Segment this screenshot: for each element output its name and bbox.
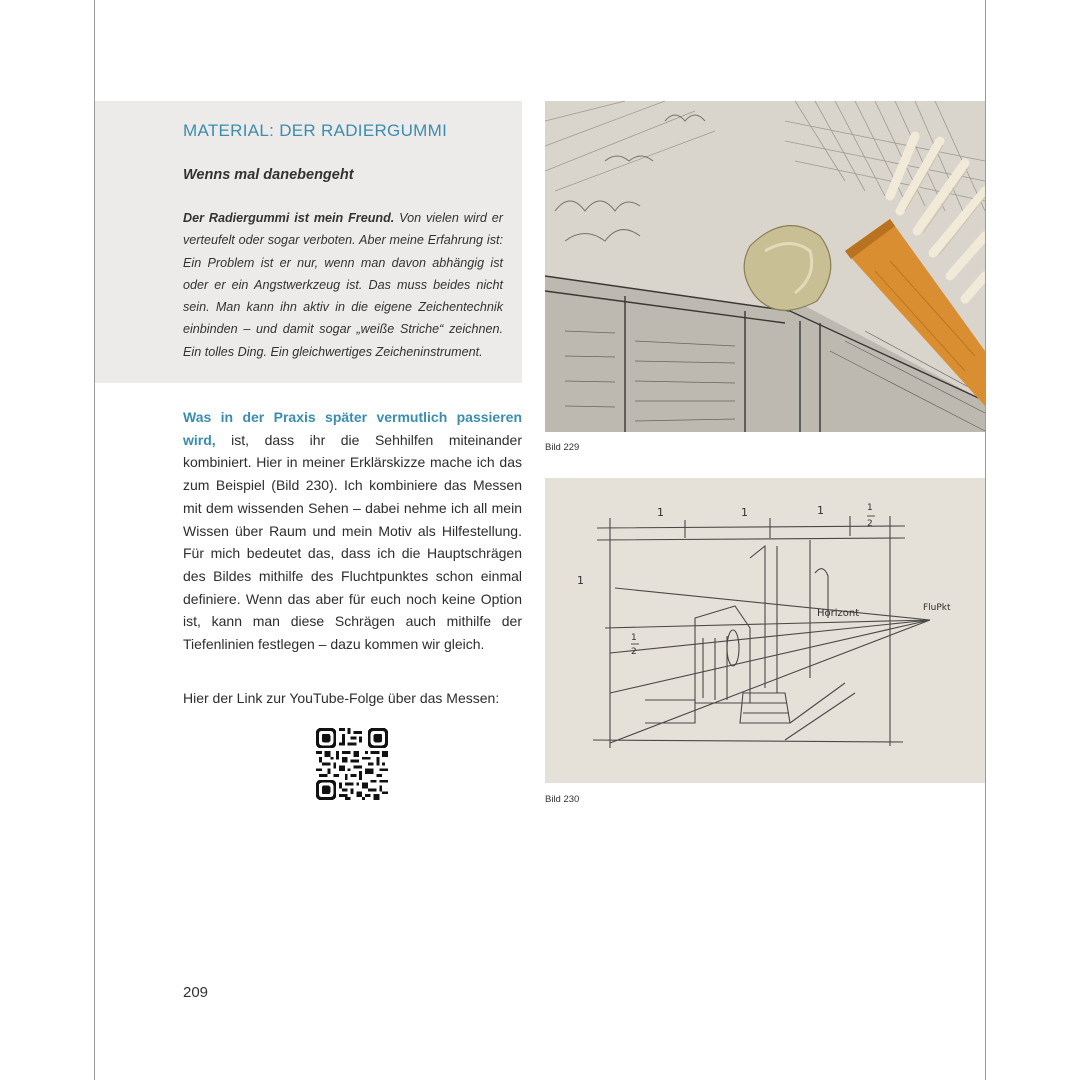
page-number: 209 bbox=[183, 984, 209, 1001]
box-title: MATERIAL: DER RADIERGUMMI bbox=[183, 121, 448, 140]
sketch-label: 1 bbox=[741, 506, 748, 519]
sketch-label: 1 bbox=[657, 506, 664, 519]
sketch-label: 2 bbox=[631, 647, 637, 657]
box-subtitle: Wenns mal danebengeht bbox=[183, 167, 354, 183]
figure-230-sketch bbox=[545, 478, 985, 783]
sketch-label: 2 bbox=[867, 519, 873, 529]
sketch-label: 1 bbox=[867, 503, 873, 513]
sketch-label: Horizont bbox=[817, 608, 860, 619]
sketch-label: 1 bbox=[577, 574, 584, 587]
page-edge-right bbox=[985, 0, 986, 1080]
material-info-box bbox=[95, 101, 522, 383]
box-text-lead: Der Radiergummi ist mein Freund. bbox=[183, 211, 395, 225]
main-paragraph-lead: Was in der Praxis später vermutlich passieren wird, bbox=[183, 409, 522, 448]
figure-230-caption: Bild 230 bbox=[545, 794, 580, 805]
qr-code[interactable] bbox=[316, 728, 388, 800]
figure-229-photo bbox=[545, 101, 985, 432]
main-paragraph bbox=[183, 406, 522, 656]
main-paragraph-body: ist, dass ihr die Sehhilfen miteinander kombiniert. Hier in meiner Erklärskizze mache ich das zum Beispiel (Bild 230). Ich kombiniere das Messen mit dem wissenden Sehen – dabei nehme ich all mein Wissen über Raum und mein Motiv als Hilfestellung. Für mich bedeutet das, dass ich die Hauptschrägen des Bildes mithilfe des Fluchtpunktes schon einmal definiere. Wenn das aber für euch noch keine Option ist, kann man diese Schrägen auch mithilfe der Tiefenlinien festlegen – dazu kommen wir gleich. bbox=[183, 431, 522, 653]
sketch-label: FluPkt bbox=[923, 603, 951, 613]
sketch-label: 1 bbox=[817, 504, 824, 517]
youtube-link-text: Hier der Link zur YouTube-Folge über das Messen: bbox=[183, 690, 500, 706]
figure-229-caption: Bild 229 bbox=[545, 442, 580, 453]
box-text bbox=[183, 207, 503, 363]
sketch-label: 1 bbox=[631, 633, 637, 643]
box-text-body: Von vielen wird er verteufelt oder sogar verboten. Aber meine Erfahrung ist: Ein Problem ist er nur, wenn man davon abhängig ist oder er ein Angstwerkzeug ist. Das muss beides nicht sein. Man kann ihn aktiv in die eigene Zeichentechnik einbinden – und damit sogar „weiße Striche“ zeichnen. Ein tolles Ding. Ein gleichwertiges Zeicheninstrument. bbox=[183, 211, 503, 359]
